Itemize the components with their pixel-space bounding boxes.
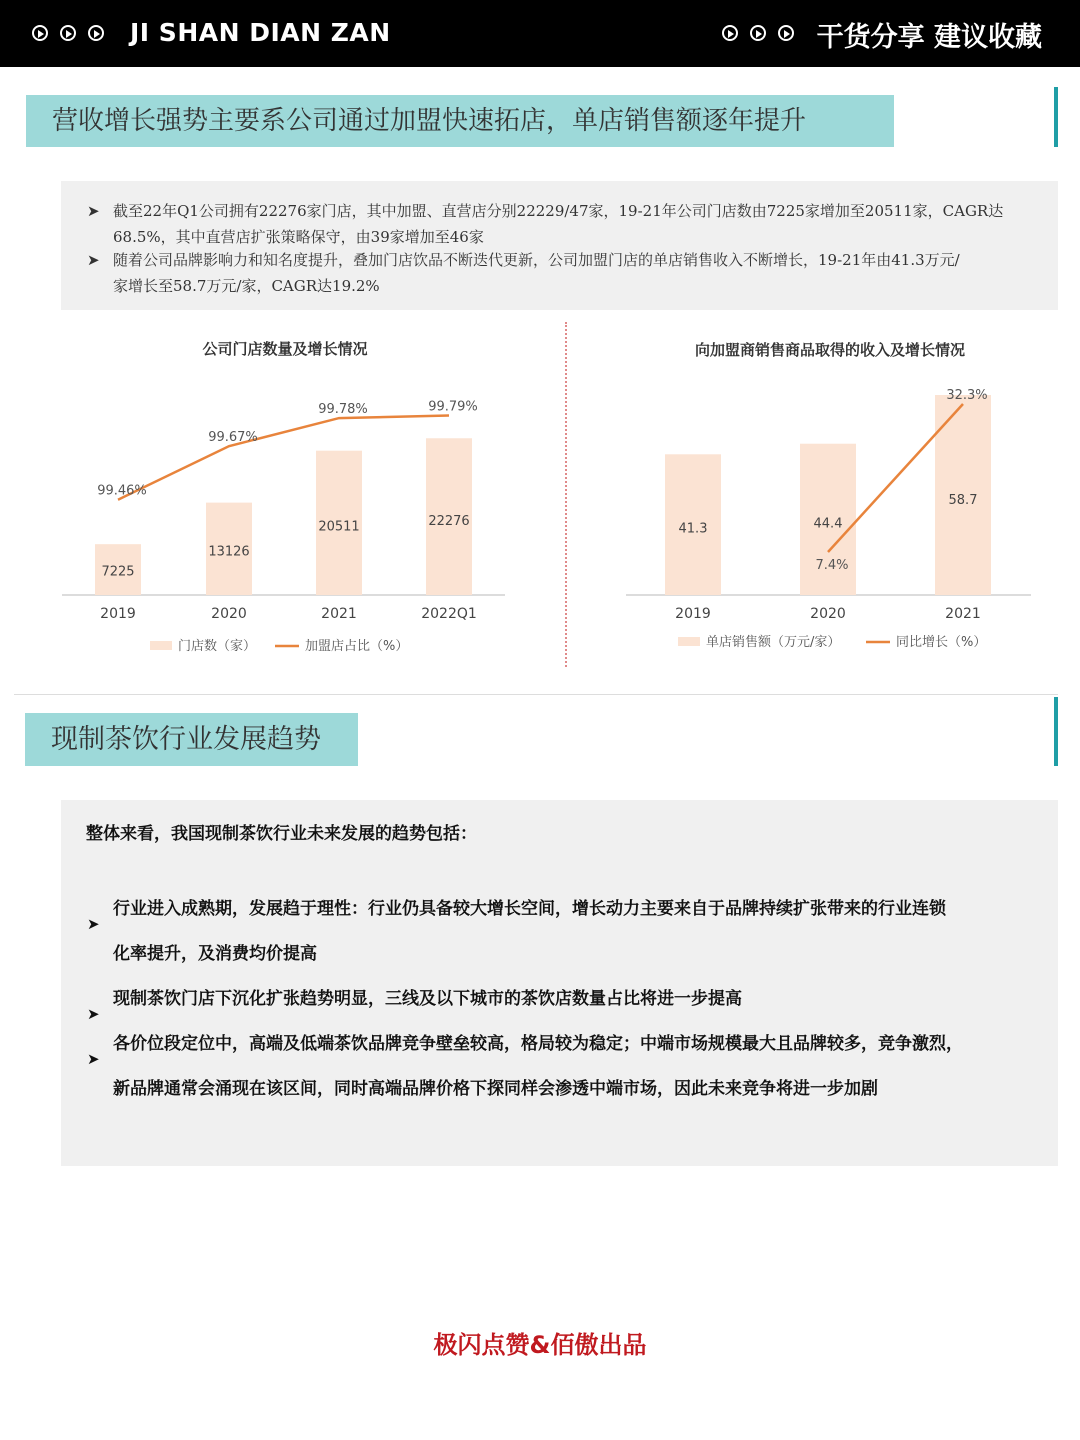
bullet-line: 随着公司品牌影响力和知名度提升，叠加门店饮品不断迭代更新，公司加盟门店的单店销售收入不断增长，19-21年由41.3万元/ (113, 251, 960, 269)
x-tick-label: 2022Q1 (421, 606, 477, 622)
x-tick-label: 2020 (810, 606, 846, 622)
line-value-label: 7.4% (815, 558, 849, 573)
bullet-line: 化率提升，及消费均价提高 (113, 944, 317, 964)
footer-credit: 极闪点赞&佰傲出品 (433, 1331, 647, 1359)
legend-label: 单店销售额（万元/家） (706, 635, 841, 650)
line-value-label: 99.46% (97, 483, 147, 499)
legend-swatch-bar (678, 637, 700, 646)
bar-value-label: 44.4 (813, 516, 843, 532)
bar-value-label: 22276 (428, 513, 470, 529)
x-tick-label: 2021 (321, 606, 357, 622)
trend-bullet (87, 977, 1040, 1022)
bullet-line: 行业进入成熟期，发展趋于理性：行业仍具备较大增长空间，增长动力主要来自于品牌持续扩张带来的行业连锁 (113, 899, 946, 919)
summary-box (61, 181, 1058, 310)
chart-divider (565, 322, 567, 667)
legend-label: 门店数（家） (178, 639, 257, 654)
arrow-bullet-icon: ➤ (87, 915, 100, 933)
line-value-label: 99.79% (428, 399, 478, 415)
trends-intro: 整体来看，我国现制茶饮行业未来发展的趋势包括： (86, 824, 477, 844)
section-divider (14, 694, 1058, 695)
legend-label: 加盟店占比（%） (305, 639, 409, 654)
store-count-chart (0, 370, 565, 670)
bar-value-label: 7225 (101, 564, 135, 580)
circle-arrow-right-icon (88, 25, 104, 41)
section1-title: 营收增长强势主要系公司通过加盟快速拓店，单店销售额逐年提升 (26, 95, 894, 147)
x-tick-label: 2020 (211, 606, 247, 622)
bullet-line: 各价位段定位中，高端及低端茶饮品牌竞争壁垒较高，格局较为稳定；中端市场规模最大且品牌较多，竞争激烈， (113, 1034, 963, 1054)
bullet-line: 68.5%，其中直营店扩张策略保守，由39家增加至46家 (113, 228, 484, 246)
trend-bullet (87, 1022, 1040, 1112)
circle-arrow-right-icon (778, 25, 794, 41)
series-line (118, 416, 449, 500)
bar-value-label: 58.7 (948, 493, 978, 508)
bar-value-label: 13126 (208, 544, 250, 560)
circle-arrow-right-icon (32, 25, 48, 41)
x-tick-label: 2021 (945, 606, 981, 622)
summary-bullet (87, 198, 1040, 250)
line-value-label: 99.67% (208, 430, 258, 446)
franchise-revenue-chart (568, 370, 1068, 670)
trend-bullet (87, 887, 1040, 977)
bullet-line: 现制茶饮门店下沉化扩张趋势明显，三线及以下城市的茶饮店数量占比将进一步提高 (113, 989, 742, 1009)
chart1-title: 公司门店数量及增长情况 (202, 340, 368, 358)
bullet-line: 家增长至58.7万元/家，CAGR达19.2% (113, 277, 380, 295)
summary-bullet (87, 247, 1040, 299)
slogan: 干货分享 建议收藏 (816, 22, 1042, 53)
chart2-title: 向加盟商销售商品取得的收入及增长情况 (694, 341, 965, 359)
accent-bar (1054, 697, 1058, 766)
bar-value-label: 41.3 (678, 521, 708, 537)
section2-title: 现制茶饮行业发展趋势 (25, 713, 358, 766)
circle-arrow-right-icon (750, 25, 766, 41)
bullet-line: 新品牌通常会涌现在该区间，同时高端品牌价格下探同样会渗透中端市场，因此未来竞争将进一步加剧 (113, 1079, 878, 1099)
brand-name: JI SHAN DIAN ZAN (130, 18, 391, 47)
bar-value-label: 20511 (318, 519, 360, 535)
trends-box (61, 800, 1058, 1166)
arrow-bullet-icon: ➤ (87, 1050, 100, 1068)
header-bar (0, 0, 1080, 67)
x-tick-label: 2019 (100, 606, 136, 622)
legend-swatch-bar (150, 641, 172, 650)
bullet-line: 截至22年Q1公司拥有22276家门店，其中加盟、直营店分别22229/47家，19-21年公司门店数由7225家增加至20511家，CAGR达 (113, 202, 1004, 220)
arrow-bullet-icon: ➤ (87, 202, 100, 220)
arrow-bullet-icon: ➤ (87, 251, 100, 269)
circle-arrow-right-icon (722, 25, 738, 41)
legend-label: 同比增长（%） (896, 635, 987, 650)
line-value-label: 32.3% (946, 388, 988, 403)
circle-arrow-right-icon (60, 25, 76, 41)
x-tick-label: 2019 (675, 606, 711, 622)
line-value-label: 99.78% (318, 402, 368, 418)
accent-bar (1054, 87, 1058, 147)
arrow-bullet-icon: ➤ (87, 1005, 100, 1023)
